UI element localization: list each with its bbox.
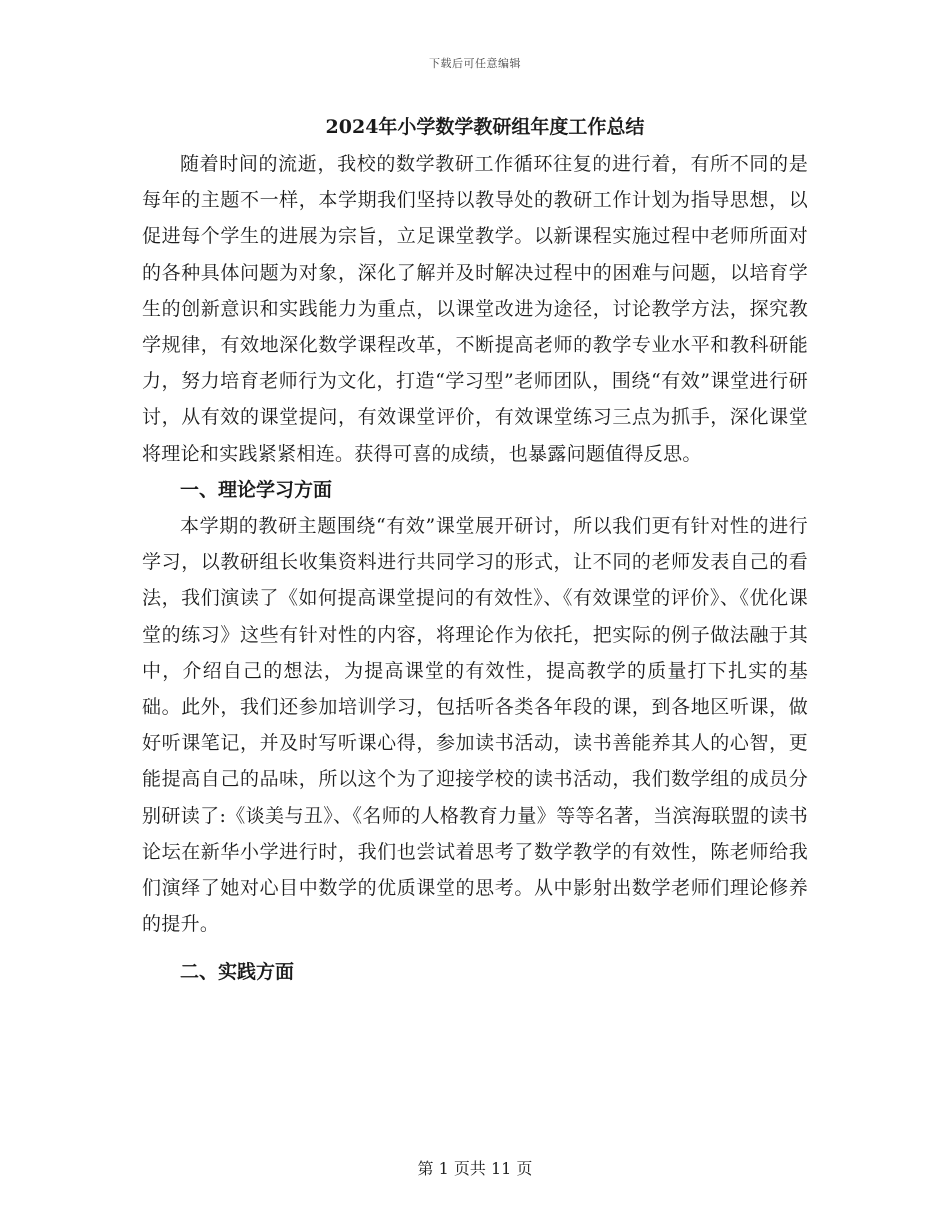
theory-paragraph: 本学期的教研主题围绕“有效”课堂展开研讨，所以我们更有针对性的进行学习，以教研组长收集资料进行共同学习的形式，让不同的老师发表自己的看法，我们演读了《如何提高课堂提问的有效性》、《有效课堂的评价》、《优化课堂的练习》这些有针对性的内容，将理论作为依托，把实际的例子做法融于其中，介绍自己的想法，为提高课堂的有效性，提高教学的质量打下扎实的基础。此外，我们还参加培训学习，包括听各类各年段的课，到各地区听课，做好听课笔记，并及时写听课心得，参加读书活动，读书善能养其人的心智，更能提高自己的品味，所以这个为了迎接学校的读书活动，我们数学组的成员分别研读了:《谈美与丑》、《名师的人格教育力量》等等名著，当滨海联盟的读书论坛在新华小学进行时，我们也尝试着思考了数学教学的有效性，陈老师给我们演绎了她对心目中数学的优质课堂的思考。从中影射出数学老师们理论修养的提升。 <box>142 515 808 936</box>
section-heading-theory: 一、理论学习方面 <box>180 478 333 501</box>
page-header-note: 下载后可任意编辑 <box>429 57 521 70</box>
page-number: 第 1 页共 11 页 <box>417 1159 533 1178</box>
intro-paragraph: 随着时间的流逝，我校的数学教研工作循环往复的进行着，有所不同的是每年的主题不一样，本学期我们坚持以教导处的教研工作计划为指导思想，以促进每个学生的进展为宗旨，立足课堂教学。以新课程实施过程中老师所面对的各种具体问题为对象，深化了解并及时解决过程中的困难与问题，以培育学生的创新意识和实践能力为重点，以课堂改进为途径，讨论教学方法，探究教学规律，有效地深化数学课程改革，不断提高老师的教学专业水平和教科研能力，努力培育老师行为文化，打造“学习型”老师团队，围绕“有效”课堂进行研讨，从有效的课堂提问，有效课堂评价，有效课堂练习三点为抓手，深化课堂将理论和实践紧紧相连。获得可喜的成绩，也暴露问题值得反思。 <box>142 153 808 465</box>
section-heading-practice: 二、实践方面 <box>180 961 295 984</box>
document-body <box>142 112 808 991</box>
document-title: 2024年小学数学教研组年度工作总结 <box>325 116 645 138</box>
